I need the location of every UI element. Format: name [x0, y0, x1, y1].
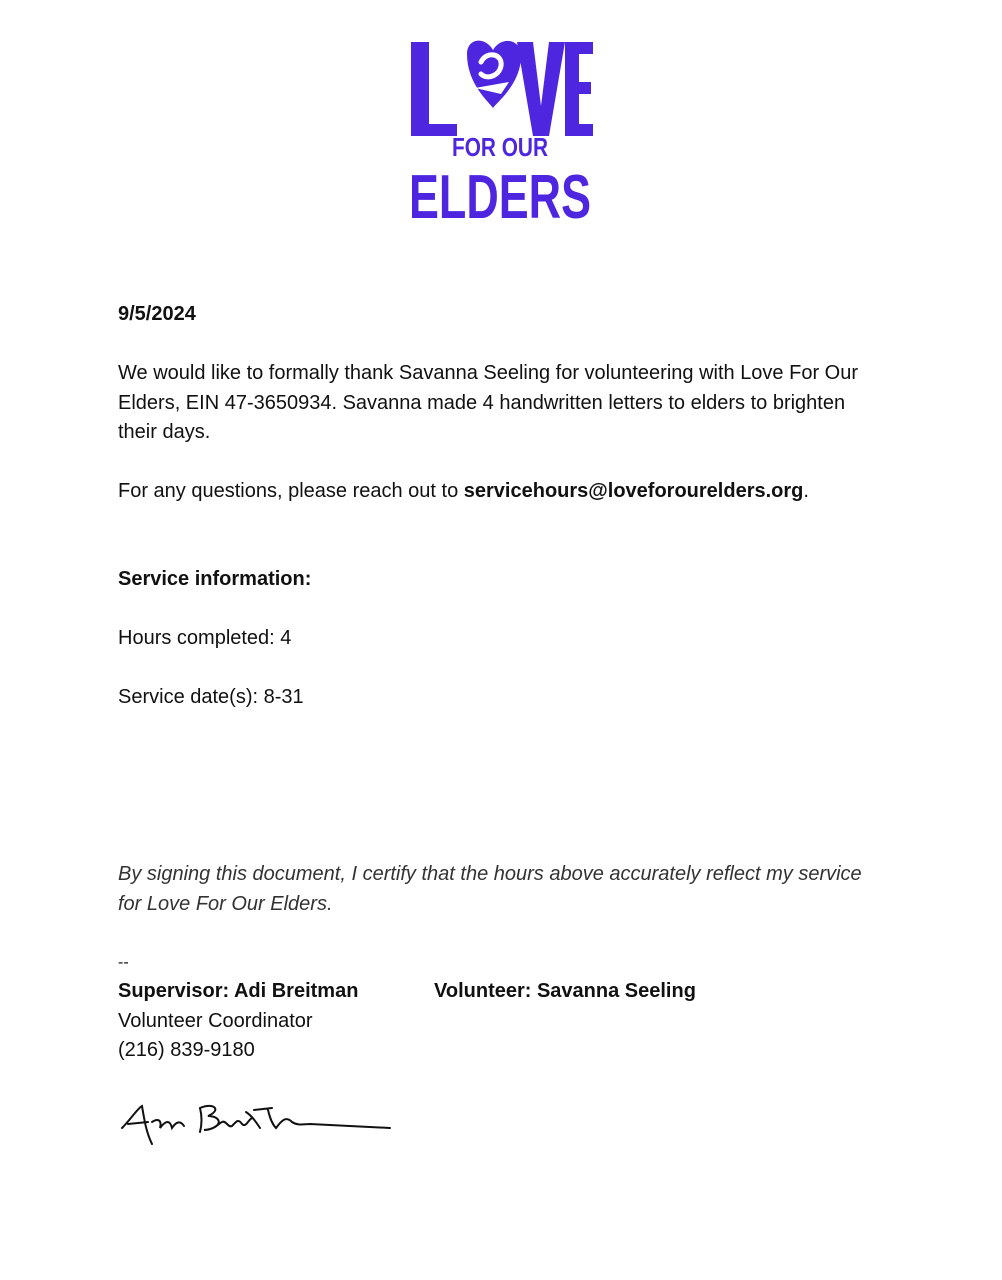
volunteer-name: Volunteer: Savanna Seeling — [434, 980, 696, 1002]
certification-statement: By signing this document, I certify that the hours above accurately reflect my service for Love For Our Elders. — [118, 863, 862, 915]
contact-suffix: . — [803, 480, 809, 502]
thank-you-paragraph: We would like to formally thank Savanna Seeling for volunteering with Love For Our Elders, EIN 47-3650934. Savanna made 4 handwritten letters to elders to brighten their days. — [118, 362, 859, 443]
logo-text-for-our: FOR OUR — [452, 132, 549, 162]
contact-line — [118, 477, 878, 507]
contact-email[interactable]: servicehours@loveforourelders.org — [463, 480, 804, 502]
hours-completed: Hours completed: 4 — [118, 627, 292, 649]
signature-graphic — [118, 1098, 398, 1150]
supervisor-phone: (216) 839-9180 — [118, 1039, 255, 1061]
service-heading: Service information: — [118, 568, 312, 590]
service-dates: Service date(s): 8-31 — [118, 686, 304, 708]
supervisor-title: Volunteer Coordinator — [118, 1010, 313, 1032]
logo-graphic — [405, 36, 595, 232]
love-for-our-elders-logo — [405, 36, 595, 232]
supervisor-signature — [118, 1098, 398, 1150]
signature-separator: -- — [118, 954, 129, 971]
supervisor-name: Supervisor: Adi Breitman — [118, 980, 359, 1002]
letter-date: 9/5/2024 — [118, 303, 196, 325]
logo-text-elders: ELDERS — [409, 163, 591, 232]
contact-prefix: For any questions, please reach out to — [118, 480, 464, 502]
